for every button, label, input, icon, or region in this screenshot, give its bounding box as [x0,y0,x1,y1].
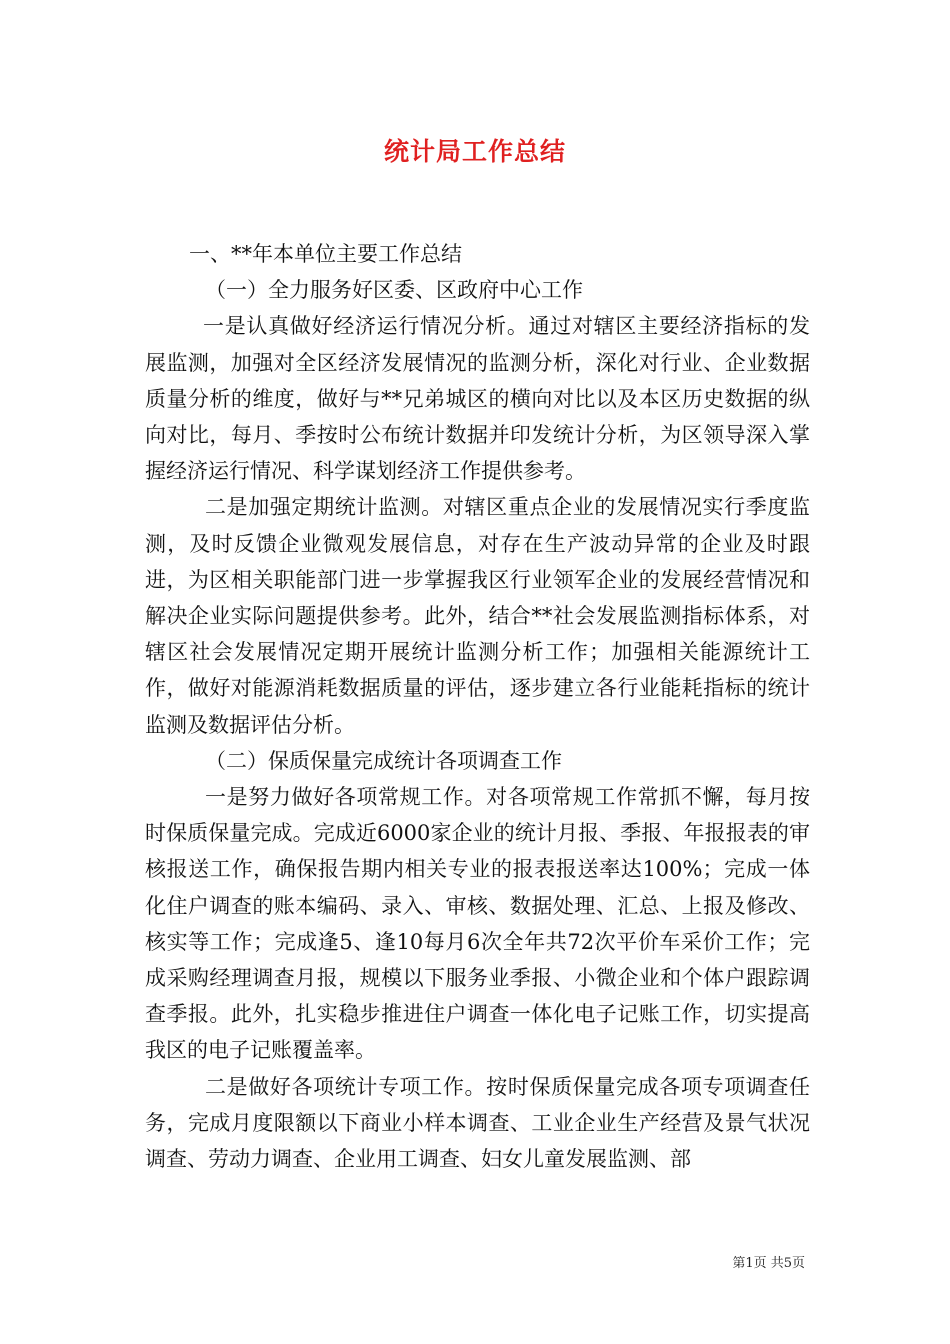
document-title: 统计局工作总结 [383,137,566,166]
paragraph-1: 一是认真做好经济运行情况分析。通过对辖区主要经济指标的发展监测，加强对全区经济发展情况的监测分析，深化对行业、企业数据质量分析的维度，做好与**兄弟城区的横向对比以及本区历史数据的纵向对比，每月、季按时公布统计数据并印发统计分析，为区领导深入掌握经济运行情况、科学谋划经济工作提供参考。 [145,314,810,484]
paragraph-4: 二是做好各项统计专项工作。按时保质保量完成各项专项调查任务，完成月度限额以下商业小样本调查、工业企业生产经营及景气状况调查、劳动力调查、企业用工调查、妇女儿童发展监测、部 [145,1074,810,1172]
subsection-heading-1: （一）全力服务好区委、区政府中心工作 [205,278,583,303]
paragraph-3: 一是努力做好各项常规工作。对各项常规工作常抓不懈，每月按时保质保量完成。完成近6000家企业的统计月报、季报、年报报表的审核报送工作，确保报告期内相关专业的报表报送率达100%；完成一体化住户调查的账本编码、录入、审核、数据处理、汇总、上报及修改、核实等工作；完成逢5、逢10每月6次全年共72次平价车采价工作；完成采购经理调查月报，规模以下服务业季报、小微企业和个体户跟踪调查季报。此外，扎实稳步推进住户调查一体化电子记账工作，切实提高我区的电子记账覆盖率。 [145,785,810,1063]
paragraph-2: 二是加强定期统计监测。对辖区重点企业的发展情况实行季度监测，及时反馈企业微观发展信息，对存在生产波动异常的企业及时跟进，为区相关职能部门进一步掌握我区行业领军企业的发展经营情况和解决企业实际问题提供参考。此外，结合**社会发展监测指标体系，对辖区社会发展情况定期开展统计监测分析工作；加强相关能源统计工作，做好对能源消耗数据质量的评估，逐步建立各行业能耗指标的统计监测及数据评估分析。 [145,495,810,737]
document-body [145,236,810,1177]
section-heading-1: 一、**年本单位主要工作总结 [189,242,462,266]
subsection-heading-2: （二）保质保量完成统计各项调查工作 [205,748,562,773]
page-number: 第1页 共5页 [732,1256,805,1271]
